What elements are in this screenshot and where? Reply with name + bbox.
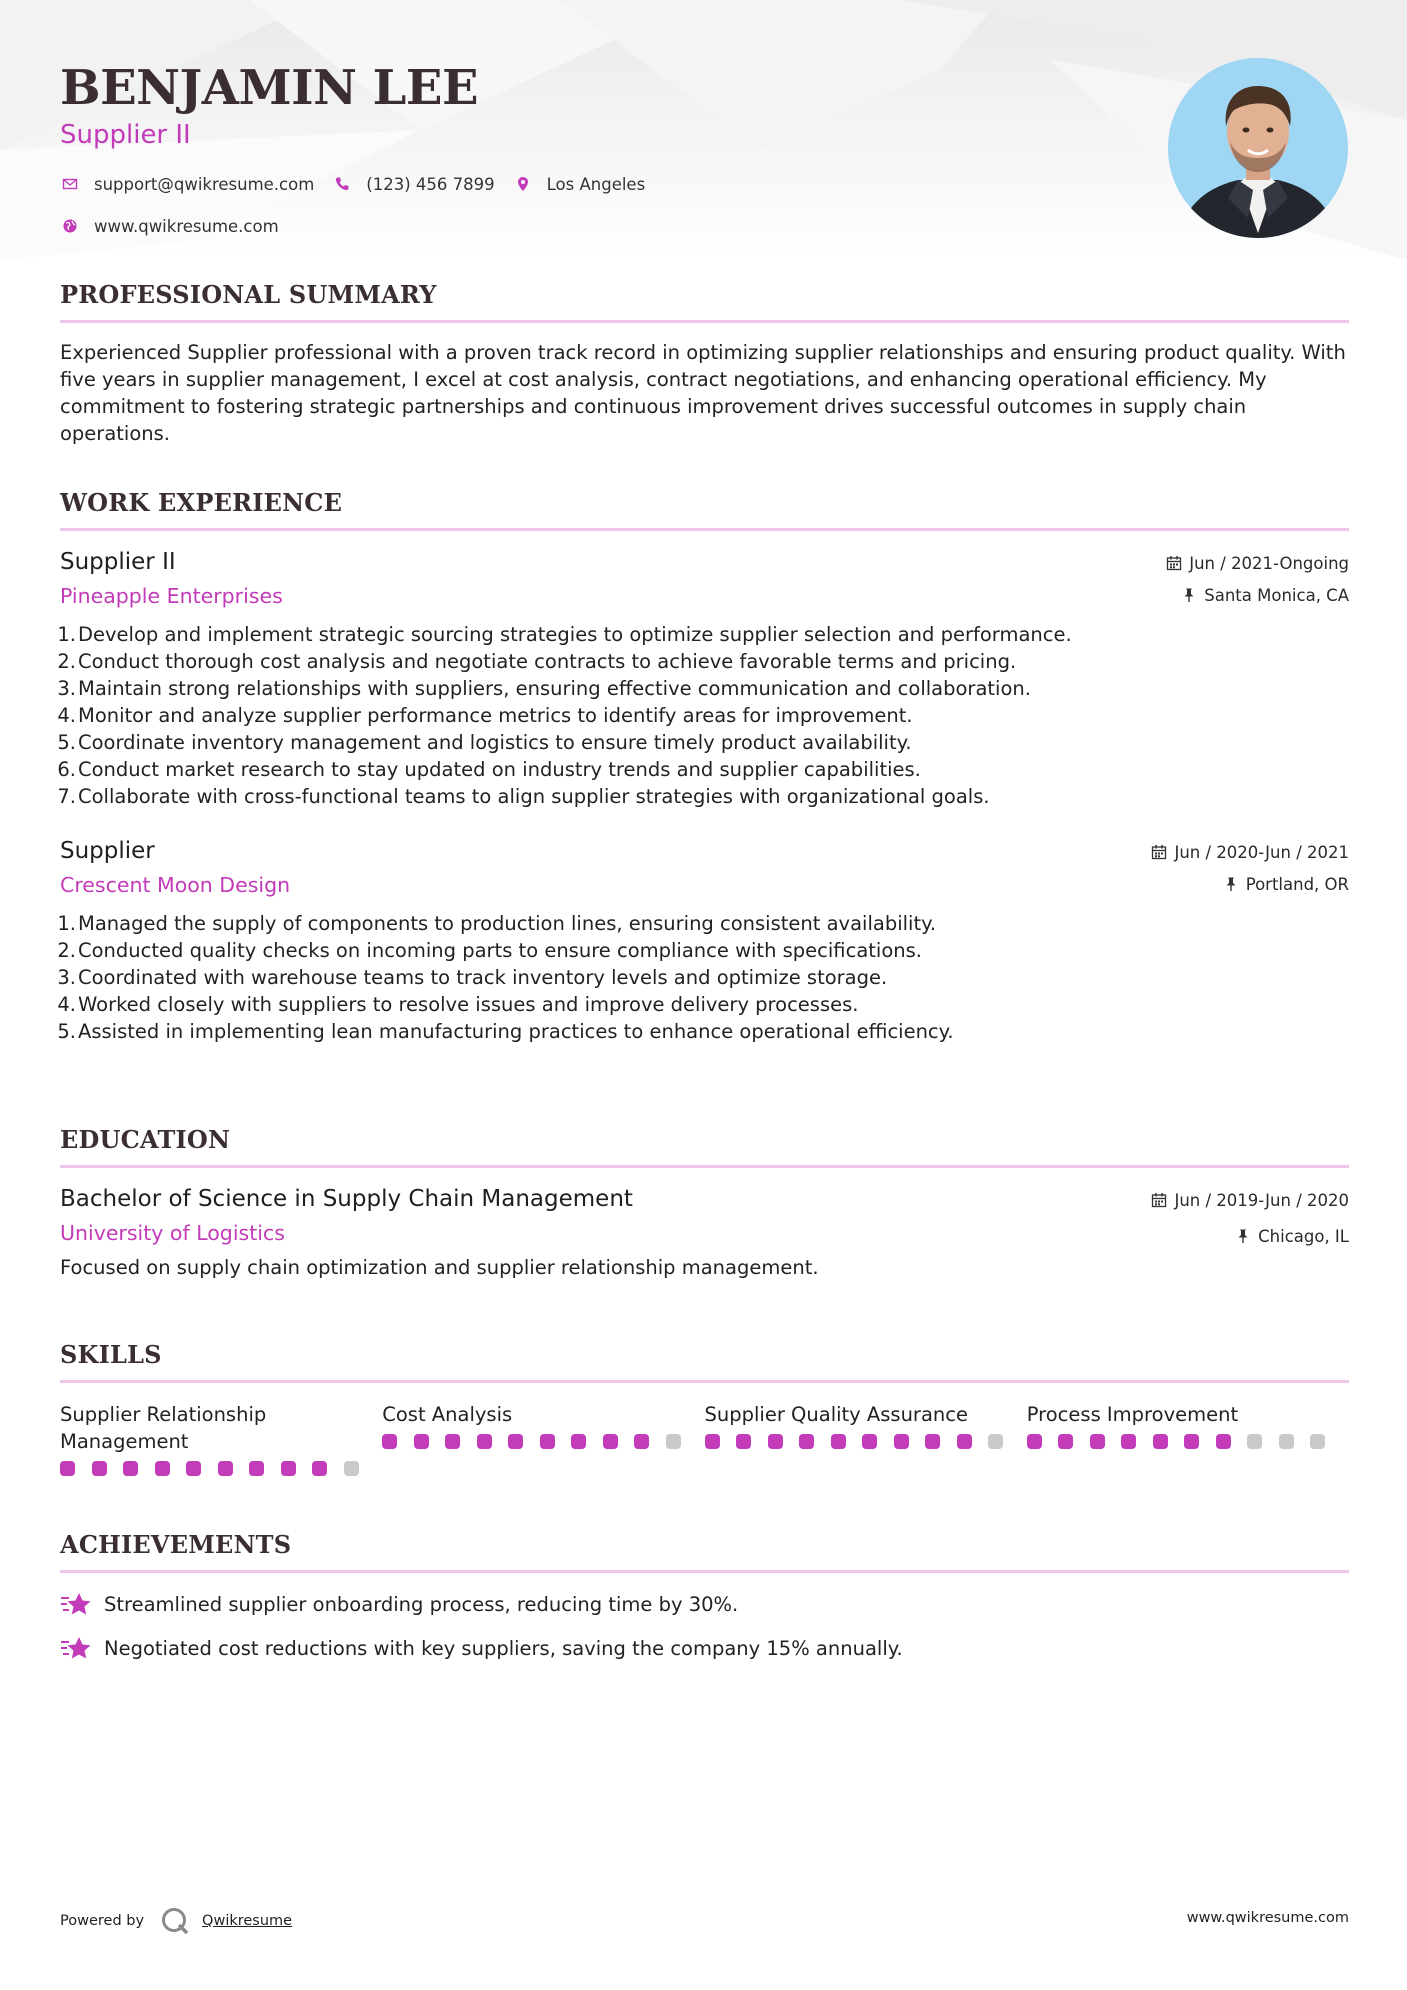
job-bullets: [57, 621, 1349, 810]
candidate-title: Supplier II: [60, 120, 191, 150]
skill-rating: [705, 1434, 1027, 1449]
rating-dot-filled: [1058, 1434, 1073, 1449]
education-location: Chicago, IL: [1258, 1226, 1349, 1246]
rating-dot-filled: [155, 1461, 170, 1476]
list-item: 3. Coordinated with warehouse teams to track inventory levels and optimize storage.: [57, 966, 888, 989]
summary-text: Experienced Supplier professional with a proven track record in optimizing supplier relationships and ensuring product quality. With five years in supplier management, I excel at cost analysis, contract negotiations, and enhancing operational efficiency. My commitment to fostering strategic partnerships and continuous improvement drives successful outcomes in supply chain operations.: [60, 341, 1346, 445]
section-heading: EDUCATION: [60, 1125, 231, 1154]
rating-dot-filled: [540, 1434, 555, 1449]
list-item: 1. Managed the supply of components to production lines, ensuring consistent availability.: [57, 912, 937, 935]
education-section: [60, 1125, 1349, 1281]
skill-name: Supplier Quality Assurance: [704, 1403, 968, 1426]
section-divider: [60, 528, 1349, 531]
rating-dot-filled: [705, 1434, 720, 1449]
rating-dot-filled: [862, 1434, 877, 1449]
degree-title: Bachelor of Science in Supply Chain Management: [60, 1186, 633, 1212]
achievement-text: Streamlined supplier onboarding process, reducing time by 30%.: [104, 1592, 739, 1616]
skills-grid: [60, 1401, 1349, 1476]
education-meta: [1150, 1184, 1349, 1248]
rating-dot-filled: [831, 1434, 846, 1449]
job-title: Supplier: [60, 838, 155, 864]
rating-dot-empty: [988, 1434, 1003, 1449]
phone-icon: [332, 174, 352, 194]
rating-dot-filled: [1153, 1434, 1168, 1449]
rating-dot-filled: [925, 1434, 940, 1449]
education-dates: Jun / 2019-Jun / 2020: [1174, 1190, 1349, 1210]
achievements-section: [60, 1530, 1349, 1663]
resume-page: [57, 0, 1349, 1990]
list-item: 2. Conduct thorough cost analysis and negotiate contracts to achieve favorable terms and pricing.: [57, 650, 1017, 673]
powered-by: [60, 1906, 292, 1936]
section-heading: SKILLS: [60, 1340, 162, 1369]
section-divider: [60, 1165, 1349, 1168]
footer: [60, 1896, 1349, 1936]
list-item: 6. Conduct market research to stay updated on industry trends and supplier capabilities.: [57, 758, 921, 781]
job-dates: Jun / 2021-Ongoing: [1189, 553, 1349, 573]
list-item: 4. Worked closely with suppliers to resolve issues and improve delivery processes.: [57, 993, 859, 1016]
skills-section: [60, 1340, 1349, 1476]
website-link[interactable]: www.qwikresume.com: [94, 216, 279, 236]
job-title: Supplier II: [60, 549, 176, 575]
contact-info: [60, 170, 663, 254]
skill-item: [705, 1401, 1027, 1476]
rating-dot-filled: [1027, 1434, 1042, 1449]
skill-item: [382, 1401, 704, 1476]
rating-dot-filled: [382, 1434, 397, 1449]
list-item: 5. Coordinate inventory management and logistics to ensure timely product availability.: [57, 731, 912, 754]
rating-dot-filled: [603, 1434, 618, 1449]
job-location: Santa Monica, CA: [1204, 585, 1349, 605]
achievement-item: [60, 1589, 1349, 1619]
skill-rating: [382, 1434, 704, 1449]
rating-dot-filled: [508, 1434, 523, 1449]
rating-dot-empty: [344, 1461, 359, 1476]
skill-name: Supplier Relationship Management: [60, 1403, 267, 1453]
rating-dot-filled: [571, 1434, 586, 1449]
list-item: 2. Conducted quality checks on incoming parts to ensure compliance with specifications.: [57, 939, 922, 962]
rating-dot-filled: [445, 1434, 460, 1449]
brand-link[interactable]: Qwikresume: [202, 1913, 293, 1929]
job-entry: [57, 547, 1349, 810]
pushpin-icon: [1222, 875, 1240, 893]
rating-dot-filled: [249, 1461, 264, 1476]
skill-name: Cost Analysis: [382, 1403, 513, 1426]
section-divider: [60, 1380, 1349, 1383]
calendar-icon: [1150, 1191, 1168, 1209]
job-bullets: [57, 910, 1349, 1045]
globe-icon: [60, 216, 80, 236]
calendar-icon: [1165, 554, 1183, 572]
education-description: Focused on supply chain optimization and supplier relationship management.: [60, 1256, 819, 1279]
pushpin-icon: [1180, 586, 1198, 604]
skill-rating: [60, 1461, 382, 1476]
skill-rating: [1027, 1434, 1349, 1449]
rating-dot-empty: [1247, 1434, 1262, 1449]
qwikresume-logo-icon: [160, 1906, 190, 1936]
rating-dot-filled: [60, 1461, 75, 1476]
rating-dot-filled: [123, 1461, 138, 1476]
section-divider: [60, 1570, 1349, 1573]
job-meta: [1165, 547, 1349, 607]
list-item: 1. Develop and implement strategic sourcing strategies to optimize supplier selection and performance.: [57, 623, 1072, 646]
achievement-text: Negotiated cost reductions with key suppliers, saving the company 15% annually.: [104, 1636, 903, 1660]
powered-by-label: Powered by: [60, 1913, 145, 1929]
rating-dot-filled: [1184, 1434, 1199, 1449]
rating-dot-empty: [666, 1434, 681, 1449]
skill-item: [1027, 1401, 1349, 1476]
section-heading: ACHIEVEMENTS: [60, 1530, 292, 1559]
star-icon: [60, 1634, 92, 1662]
job-meta: [1150, 836, 1349, 896]
rating-dot-empty: [1279, 1434, 1294, 1449]
company-name: Crescent Moon Design: [60, 873, 291, 897]
education-entry: [60, 1184, 1349, 1281]
email-link[interactable]: support@qwikresume.com: [94, 174, 315, 194]
rating-dot-filled: [414, 1434, 429, 1449]
star-icon: [60, 1590, 92, 1618]
school-name: University of Logistics: [60, 1221, 285, 1245]
skill-item: [60, 1401, 382, 1476]
envelope-icon: [60, 174, 80, 194]
rating-dot-filled: [477, 1434, 492, 1449]
profile-photo: [1168, 58, 1348, 238]
rating-dot-filled: [768, 1434, 783, 1449]
achievements-list: [60, 1589, 1349, 1663]
pushpin-icon: [1234, 1227, 1252, 1245]
rating-dot-filled: [736, 1434, 751, 1449]
list-item: 5. Assisted in implementing lean manufacturing practices to enhance operational efficiency.: [57, 1020, 954, 1043]
job-location: Portland, OR: [1245, 874, 1349, 894]
section-divider: [60, 320, 1349, 323]
rating-dot-filled: [1216, 1434, 1231, 1449]
job-entry: [57, 836, 1349, 1045]
rating-dot-filled: [218, 1461, 233, 1476]
company-name: Pineapple Enterprises: [60, 584, 283, 608]
section-heading: WORK EXPERIENCE: [60, 488, 343, 517]
section-heading: PROFESSIONAL SUMMARY: [60, 280, 437, 309]
achievement-item: [60, 1633, 1349, 1663]
job-dates: Jun / 2020-Jun / 2021: [1174, 842, 1349, 862]
footer-url[interactable]: www.qwikresume.com: [1186, 1910, 1349, 1926]
list-item: 4. Monitor and analyze supplier performance metrics to identify areas for improvement.: [57, 704, 913, 727]
rating-dot-filled: [92, 1461, 107, 1476]
candidate-name: BENJAMIN LEE: [60, 60, 479, 116]
list-item: 7. Collaborate with cross-functional teams to align supplier strategies with organizational goals.: [57, 785, 990, 808]
rating-dot-filled: [1090, 1434, 1105, 1449]
rating-dot-filled: [957, 1434, 972, 1449]
rating-dot-filled: [1121, 1434, 1136, 1449]
rating-dot-filled: [281, 1461, 296, 1476]
rating-dot-filled: [312, 1461, 327, 1476]
experience-section: [57, 488, 1349, 1045]
calendar-icon: [1150, 843, 1168, 861]
rating-dot-filled: [799, 1434, 814, 1449]
rating-dot-empty: [1310, 1434, 1325, 1449]
rating-dot-filled: [186, 1461, 201, 1476]
map-pin-icon: [513, 174, 533, 194]
summary-section: [60, 280, 1349, 447]
rating-dot-filled: [894, 1434, 909, 1449]
skill-name: Process Improvement: [1026, 1403, 1239, 1426]
location-text: Los Angeles: [546, 174, 646, 194]
list-item: 3. Maintain strong relationships with suppliers, ensuring effective communication and collaboration.: [57, 677, 1031, 700]
rating-dot-filled: [634, 1434, 649, 1449]
phone-number[interactable]: (123) 456 7899: [366, 174, 495, 194]
